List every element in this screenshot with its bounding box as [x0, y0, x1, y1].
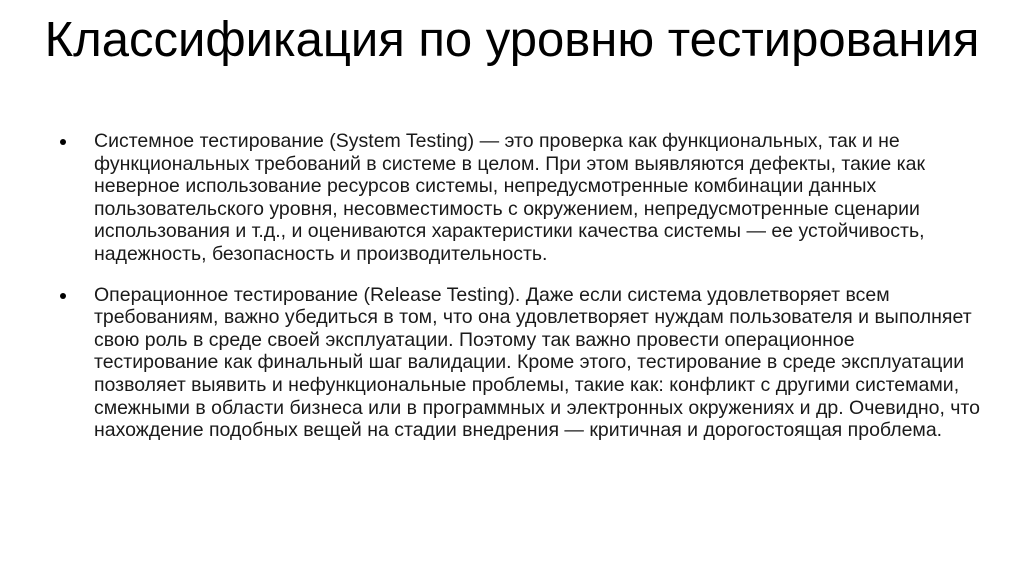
- bullet-text: Системное тестирование (System Testing) — это проверка как функциональных, так и не функциональных требований в системе в целом. При этом выявляются дефекты, такие как неверное использование ресурсов системы, непредусмотренные комбинации данных пользовательского уровня, несовместимость с окружением, непредусмотренные сценарии использования и т.д., и оцениваются характеристики качества системы — ее устойчивость, надежность, безопасность и производительность.: [94, 130, 925, 265]
- bullet-text: Операционное тестирование (Release Testing). Даже если система удовлетворяет всем требованиям, важно убедиться в том, что она удовлетворяет нуждам пользователя и выполняет свою роль в среде своей эксплуатации. Поэтому так важно провести операционное тестирование как финальный шаг валидации. Кроме этого, тестирование в среде эксплуатации позволяет выявить и нефункциональные проблемы, такие как: конфликт с другими системами, смежными в области бизнеса или в программных и электронных окружениях и др. Очевидно, что нахождение подобных вещей на стадии внедрения — критичная и дорогостоящая проблема.: [94, 283, 980, 442]
- bullet-dot-icon: [60, 139, 66, 145]
- bullet-dot-icon: [60, 293, 66, 299]
- bullet-item-release-testing: [52, 284, 982, 442]
- slide-title: Классификация по уровню тестирования: [44, 13, 980, 67]
- bullet-list: [52, 130, 982, 460]
- bullet-item-system-testing: [52, 130, 982, 266]
